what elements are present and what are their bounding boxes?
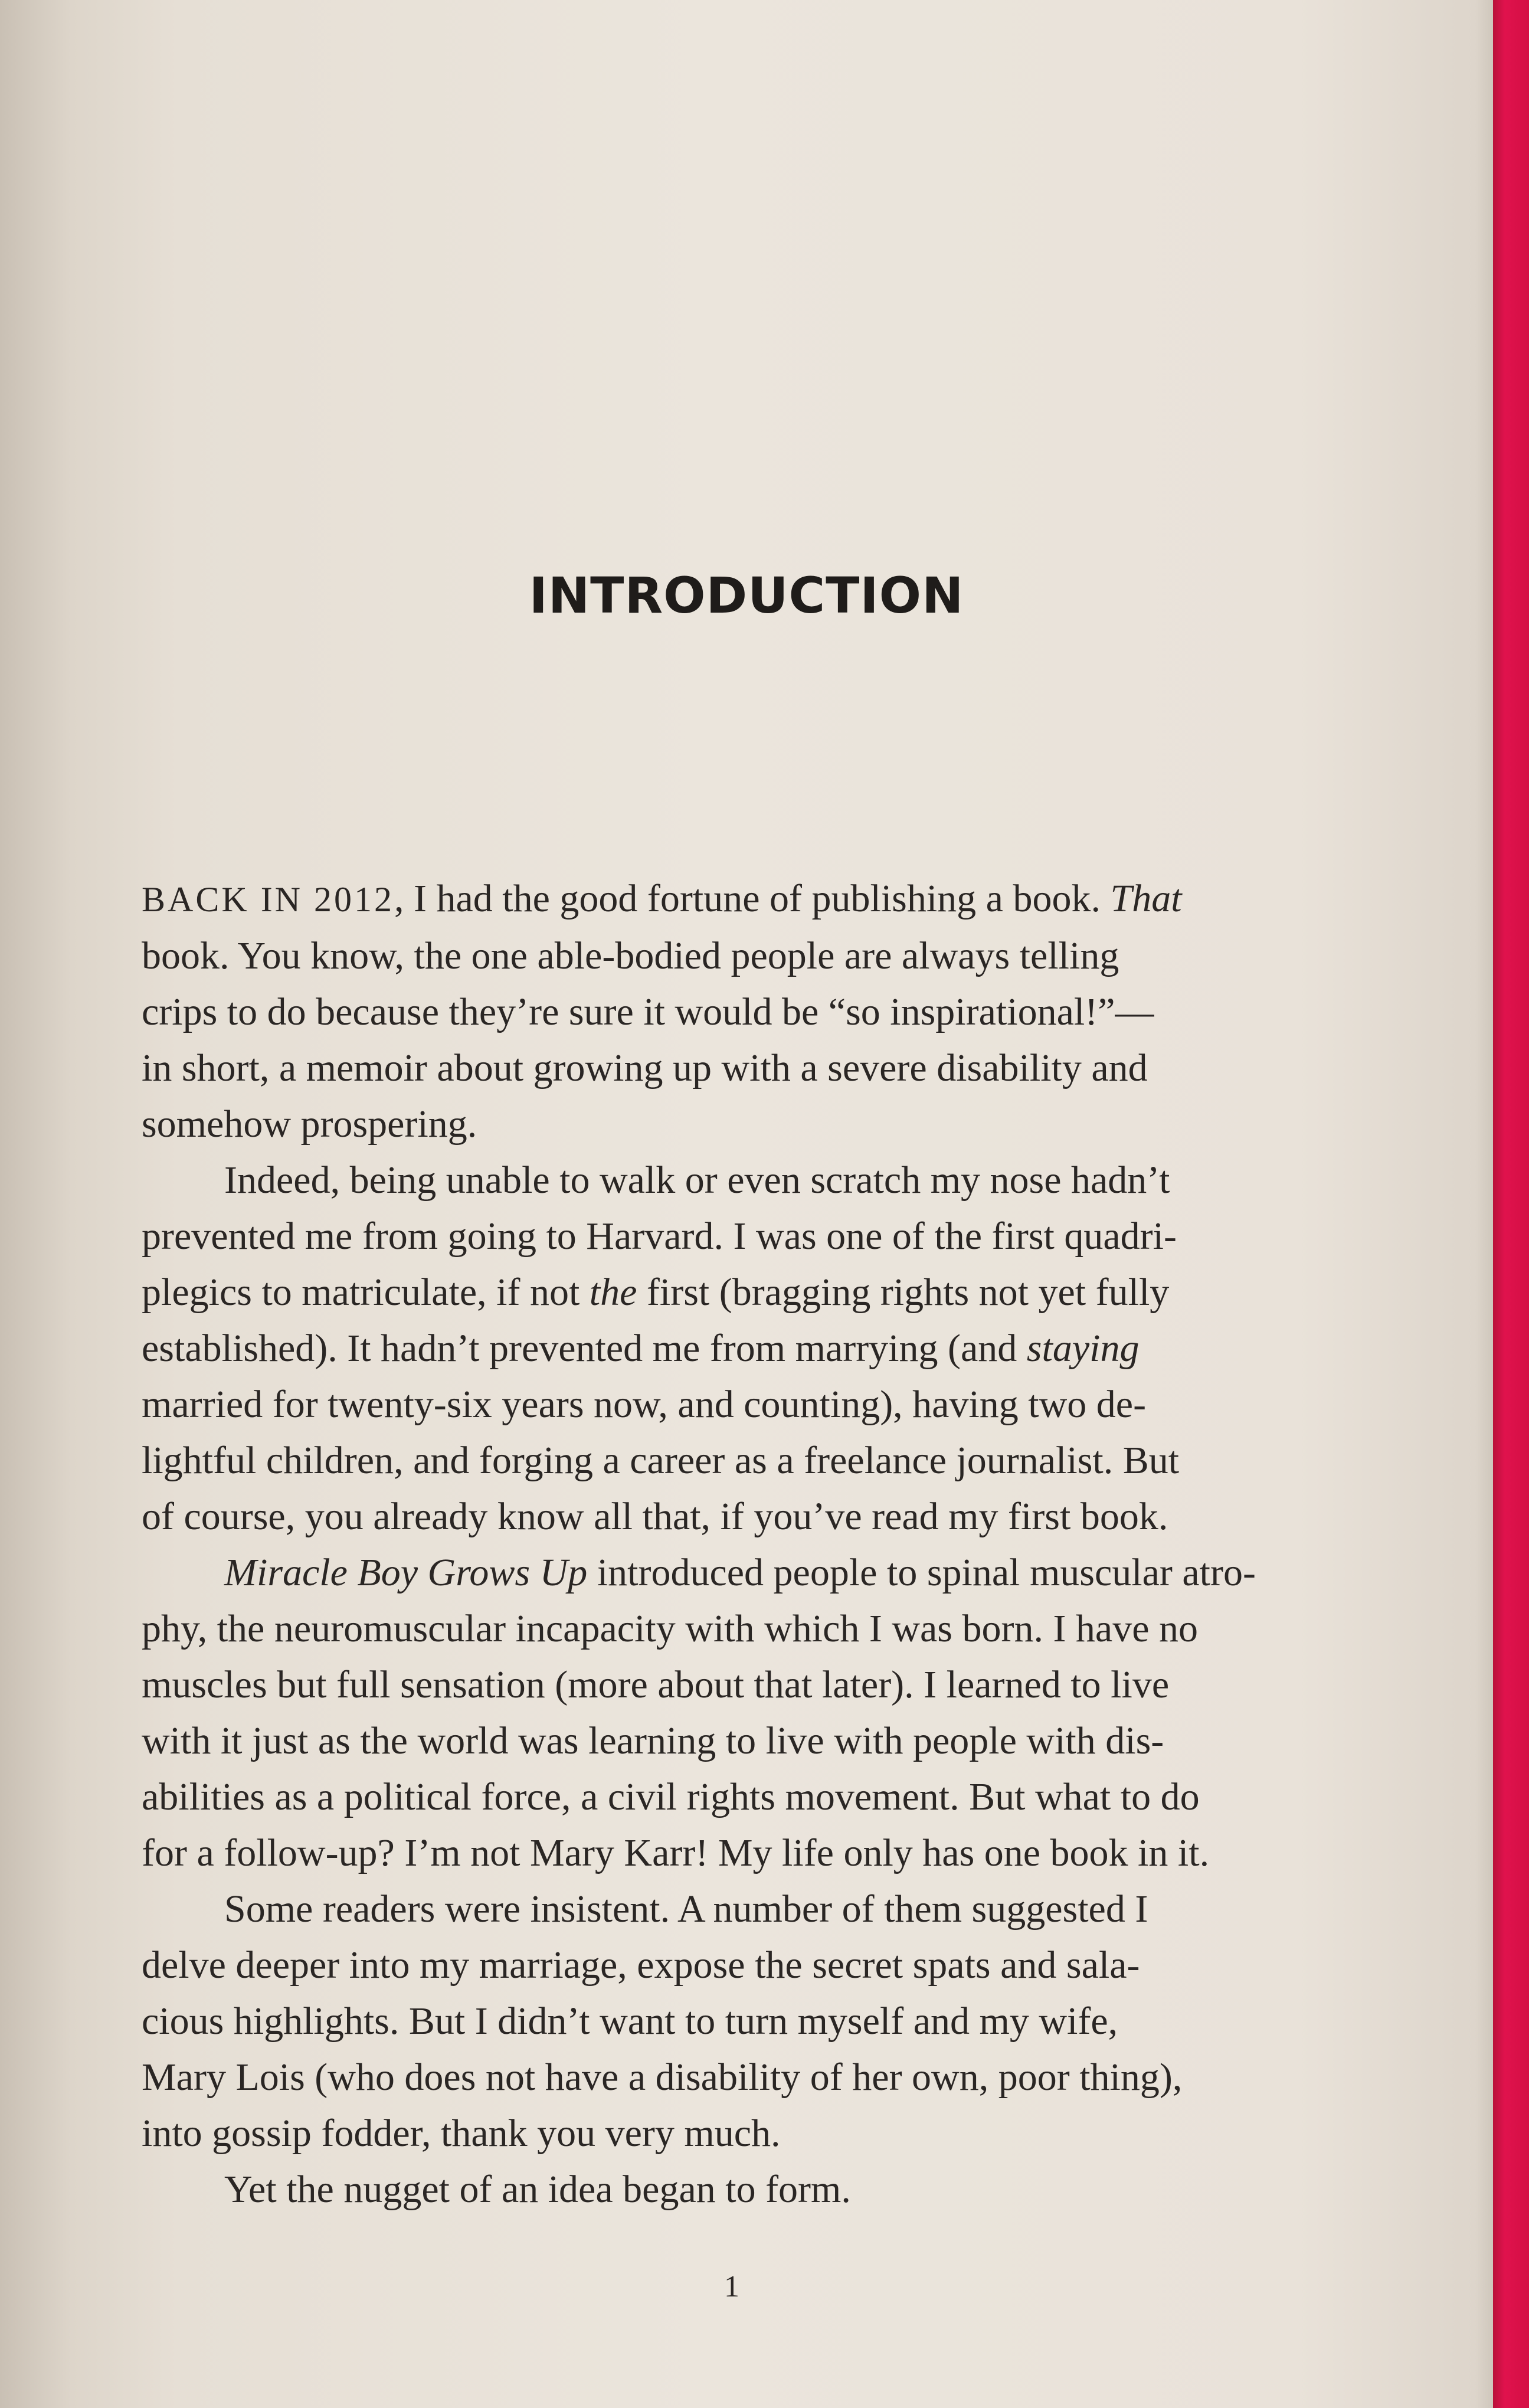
page-number: 1	[724, 2270, 739, 2304]
paragraph-3-line-1	[142, 1545, 1275, 1601]
paragraph-2-line-1: Indeed, being unable to walk or even scratch my nose hadn’t	[224, 1159, 1170, 1202]
book-cover-edge	[1493, 0, 1529, 2408]
paragraph-2-line-7: of course, you already know all that, if you’ve read my first book.	[142, 1495, 1168, 1538]
chapter-heading: INTRODUCTION	[529, 567, 964, 624]
paragraph-1-line-5: somehow prospering.	[142, 1102, 477, 1146]
italic-the: the	[589, 1271, 637, 1314]
paragraph-4-line-4: Mary Lois (who does not have a disability of her own, poor thing),	[142, 2056, 1183, 2099]
paragraph-3-line-5: abilities as a political force, a civil rights movement. But what to do	[142, 1775, 1200, 1818]
paragraph-2-line-4	[142, 1320, 1275, 1376]
italic-staying: staying	[1026, 1327, 1140, 1370]
paragraph-2-line-2: prevented me from going to Harvard. I was one of the first quadri-	[142, 1215, 1177, 1258]
paragraph-4-line-2: delve deeper into my marriage, expose the secret spats and sala-	[142, 1944, 1140, 1987]
italic-that: That	[1110, 877, 1182, 920]
paragraph-1-line-2: book. You know, the one able-bodied people are always telling	[142, 934, 1119, 977]
paragraph-5-line-1: Yet the nugget of an idea began to form.	[224, 2168, 851, 2211]
paragraph-3-line-6: for a follow-up? I’m not Mary Karr! My life only has one book in it.	[142, 1831, 1210, 1874]
text-run: established). It hadn’t prevented me from marrying (and	[142, 1327, 1027, 1370]
paragraph-3-line-4: with it just as the world was learning to live with people with dis-	[142, 1719, 1164, 1762]
paragraph-4-line-3: cious highlights. But I didn’t want to turn myself and my wife,	[142, 2000, 1118, 2043]
paragraph-1-line-1	[142, 871, 1275, 928]
text-run: introduced people to spinal muscular atro-	[587, 1551, 1256, 1594]
paragraph-2-line-3	[142, 1264, 1275, 1320]
small-caps-lead-in: BACK IN 2012	[142, 880, 395, 919]
paragraph-3-line-2: phy, the neuromuscular incapacity with which I was born. I have no	[142, 1607, 1199, 1650]
paragraph-2-line-5: married for twenty-six years now, and counting), having two de-	[142, 1383, 1147, 1426]
text-run: plegics to matriculate, if not	[142, 1271, 590, 1314]
paragraph-1-line-4: in short, a memoir about growing up with a severe disability and	[142, 1046, 1148, 1090]
opening-text: , I had the good fortune of publishing a book.	[394, 877, 1111, 920]
paragraph-1-line-3: crips to do because they’re sure it would be “so inspirational!”—	[142, 990, 1154, 1033]
italic-book-title: Miracle Boy Grows Up	[224, 1551, 588, 1594]
paragraph-4-line-1: Some readers were insistent. A number of them suggested I	[224, 1887, 1148, 1931]
paragraph-3-line-3: muscles but full sensation (more about that later). I learned to live	[142, 1663, 1170, 1706]
text-run: first (bragging rights not yet fully	[637, 1271, 1170, 1314]
body-text	[142, 871, 1275, 2217]
paragraph-4-line-5: into gossip fodder, thank you very much.	[142, 2112, 781, 2155]
paragraph-2-line-6: lightful children, and forging a career as a freelance journalist. But	[142, 1439, 1180, 1482]
